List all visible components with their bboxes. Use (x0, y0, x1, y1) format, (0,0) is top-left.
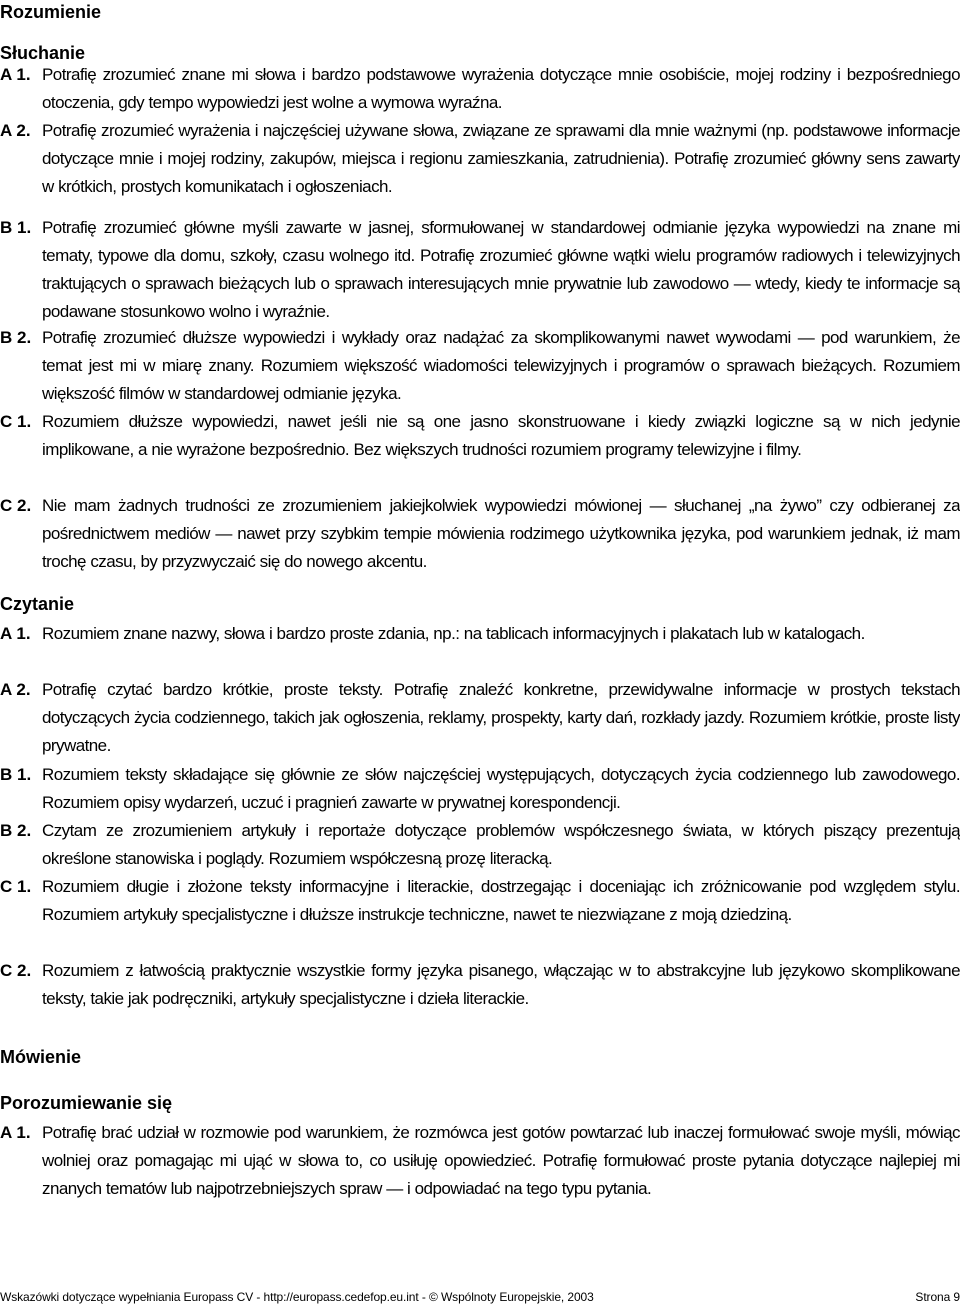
level-label: C 2. (0, 961, 32, 980)
czytanie-entry-c1 (0, 873, 960, 929)
porozumiewanie-entry-a1 (0, 1119, 960, 1203)
level-label: A 2. (0, 121, 31, 140)
level-label: A 1. (0, 624, 31, 643)
descriptor-text: Potrafię zrozumieć dłuższe wypowiedzi i wykłady oraz nadążać za skomplikowanymi nawet wywodami — pod warunkiem, że temat jest mi w miarę znany. Rozumiem większość wiadomości telewizyjnych i programów o sprawach bieżących. Rozumiem większość filmów w standardowej odmianie języka. (42, 328, 960, 403)
level-label: B 1. (0, 765, 32, 784)
sluchanie-entry-a1 (0, 61, 960, 117)
level-label: B 2. (0, 821, 32, 840)
level-label: A 1. (0, 65, 31, 84)
descriptor-text: Potrafię zrozumieć znane mi słowa i bardzo podstawowe wyrażenia dotyczące mnie osobiście, mojej rodziny i bezpośredniego otoczenia, gdy tempo wypowiedzi jest wolne a wymowa wyraźna. (42, 65, 960, 112)
level-label: B 2. (0, 328, 32, 347)
czytanie-entry-a2 (0, 676, 960, 760)
czytanie-entry-b1 (0, 761, 960, 817)
page-footer (0, 1290, 960, 1304)
subsection-title-sluchanie: Słuchanie (0, 43, 86, 63)
descriptor-text: Rozumiem długie i złożone teksty informacyjne i literackie, dostrzegając i doceniając ich zróżnicowanie pod względem stylu. Rozumiem artykuły specjalistyczne i dłuższe instrukcje techniczne, nawet te niezwiązane z moją dziedziną. (42, 877, 960, 924)
descriptor-text: Potrafię czytać bardzo krótkie, proste teksty. Potrafię znaleźć konkretne, przewidywalne informacje w prostych tekstach dotyczących życia codziennego, takich jak ogłoszenia, reklamy, prospekty, karty dań, rozkłady jazdy. Rozumiem krótkie, proste listy prywatne. (42, 680, 960, 755)
footer-copyright: Wskazówki dotyczące wypełniania Europass CV - http://europass.cedefop.eu.int - © Wspólnoty Europejskie, 2003 (0, 1290, 594, 1304)
descriptor-text: Czytam ze zrozumieniem artykuły i reportaże dotyczące problemów współczesnego świata, w których piszący prezentują określone stanowiska i poglądy. Rozumiem współczesną prozę literacką. (42, 821, 960, 868)
level-label: A 2. (0, 680, 31, 699)
sluchanie-entry-b1 (0, 214, 960, 326)
subsection-title-porozumiewanie: Porozumiewanie się (0, 1093, 173, 1113)
level-label: B 1. (0, 218, 32, 237)
sluchanie-entry-c2 (0, 492, 960, 576)
descriptor-text: Nie mam żadnych trudności ze zrozumieniem jakiejkolwiek wypowiedzi mówionej — słuchanej „na żywo” czy odbieranej za pośrednictwem mediów — nawet przy szybkim tempie mówienia rodzimego użytkownika języka, pod warunkiem jednak, iż mam trochę czasu, by przyzwyczaić się do nowego akcentu. (42, 496, 960, 571)
level-label: C 1. (0, 877, 32, 896)
descriptor-text: Potrafię zrozumieć wyrażenia i najczęściej używane słowa, związane ze sprawami dla mnie ważnymi (np. podstawowe informacje dotyczące mnie i mojej rodziny, zakupów, miejsca i regionu zamieszkania, zatrudnienia). Potrafię zrozumieć główny sens zawarty w krótkich, prostych komunikatach i ogłoszeniach. (42, 121, 960, 196)
sluchanie-entry-b2 (0, 324, 960, 408)
sluchanie-entry-a2 (0, 117, 960, 201)
czytanie-entry-c2 (0, 957, 960, 1013)
subsection-title-czytanie: Czytanie (0, 594, 75, 614)
page-number: Strona 9 (915, 1290, 960, 1304)
section-title-mowienie: Mówienie (0, 1047, 82, 1067)
czytanie-entry-b2 (0, 817, 960, 873)
descriptor-text: Rozumiem znane nazwy, słowa i bardzo proste zdania, np.: na tablicach informacyjnych i plakatach lub w katalogach. (42, 624, 865, 643)
section-title-rozumienie: Rozumienie (0, 2, 102, 22)
level-label: A 1. (0, 1123, 31, 1142)
descriptor-text: Rozumiem z łatwością praktycznie wszystkie formy języka pisanego, włączając w to abstrakcyjne lub językowo skomplikowane teksty, takie jak podręczniki, artykuły specjalistyczne i dzieła literackie. (42, 961, 960, 1008)
sluchanie-entry-c1 (0, 408, 960, 464)
descriptor-text: Rozumiem dłuższe wypowiedzi, nawet jeśli nie są one jasno skonstruowane i kiedy związki logiczne są w nich jedynie implikowane, a nie wyrażone bezpośrednio. Bez większych trudności rozumiem programy telewizyjne i filmy. (42, 412, 960, 459)
level-label: C 2. (0, 496, 32, 515)
descriptor-text: Potrafię zrozumieć główne myśli zawarte w jasnej, sformułowanej w standardowej odmianie języka wypowiedzi na znane mi tematy, typowe dla domu, szkoły, czasu wolnego itd. Potrafię zrozumieć główne wątki wielu programów radiowych i telewizyjnych traktujących o sprawach bieżących lub o sprawach interesujących mnie prywatnie lub zawodowo — wtedy, kiedy te informacje są podawane stosunkowo wolno i wyraźnie. (42, 218, 960, 321)
level-label: C 1. (0, 412, 32, 431)
czytanie-entry-a1 (0, 620, 960, 648)
descriptor-text: Rozumiem teksty składające się głównie ze słów najczęściej występujących, dotyczących życia codziennego lub zawodowego. Rozumiem opisy wydarzeń, uczuć i pragnień zawarte w prywatnej korespondencji. (42, 765, 960, 812)
descriptor-text: Potrafię brać udział w rozmowie pod warunkiem, że rozmówca jest gotów powtarzać lub inaczej formułować swoje myśli, mówiąc wolniej oraz pomagając mi ująć w słowa to, co usiłuję opowiedzieć. Potrafię formułować proste pytania dotyczące najlepiej mi znanych tematów lub najpotrzebniejszych spraw — i odpowiadać na tego typu pytania. (42, 1123, 960, 1198)
